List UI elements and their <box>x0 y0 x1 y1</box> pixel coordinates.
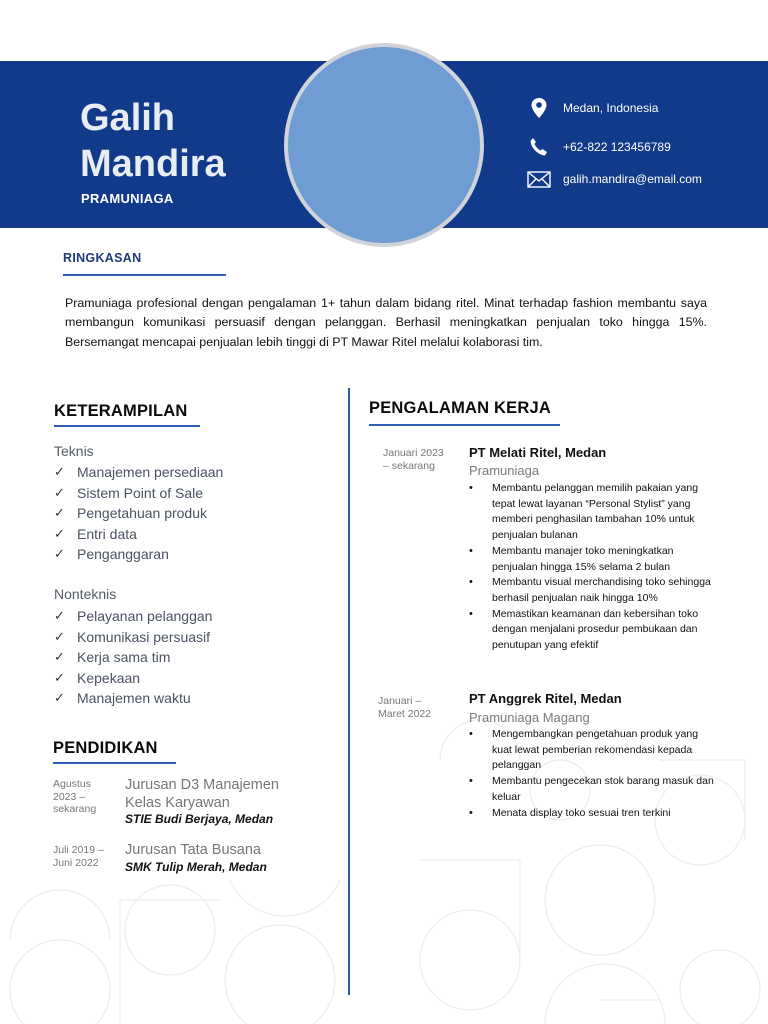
checkmark-icon: ✓ <box>54 628 65 644</box>
checkmark-icon: ✓ <box>54 690 65 706</box>
job-bullet: • Mengembangkan pengetahuan produk yang kuat lewat pemberian rekomendasi kepada pelanggan <box>469 727 717 774</box>
name-last: Mandira <box>80 143 226 185</box>
skill-item <box>54 503 223 524</box>
experience-heading-underline <box>369 424 560 426</box>
candidate-name <box>80 95 280 187</box>
education-date: Agustus 2023 – sekarang <box>53 778 97 815</box>
contact-phone-text: +62-822 123456789 <box>563 140 671 154</box>
contact-location-text: Medan, Indonesia <box>563 101 659 115</box>
checkmark-icon: ✓ <box>54 464 65 479</box>
experience-heading: PENGALAMAN KERJA <box>369 399 551 417</box>
skill-label: Manajemen persediaan <box>77 464 224 480</box>
job-bullet: • Menata display toko sesuai tren terkini <box>469 806 717 822</box>
skills-heading-underline <box>54 425 200 427</box>
skill-label: Manajemen waktu <box>77 690 191 707</box>
skills-heading: KETERAMPILAN <box>54 402 188 420</box>
summary-heading: RINGKASAN <box>63 251 142 265</box>
checkmark-icon: ✓ <box>54 484 65 500</box>
contact-phone <box>527 137 671 157</box>
education-title: Jurusan Tata Busana <box>125 842 261 858</box>
skill-label: Pengetahuan produk <box>77 505 207 522</box>
job-bullets <box>469 481 717 654</box>
education-heading-underline <box>53 762 176 764</box>
contact-email <box>527 169 702 189</box>
skills-nontechnical-list <box>54 606 212 709</box>
phone-icon <box>527 137 551 157</box>
skill-item <box>54 544 223 565</box>
summary-heading-underline <box>63 274 226 276</box>
skills-technical-list <box>54 462 223 565</box>
checkmark-icon: ✓ <box>54 669 65 685</box>
job-company: PT Anggrek Ritel, Medan <box>469 691 622 706</box>
job-bullet: • Membantu pelanggan memilih pakaian yang tepat lewat layanan “Personal Stylist” yang memberi penghasilan tambahan 10% untuk penjualan bulanan <box>469 481 717 544</box>
skills-technical-label: Teknis <box>54 443 94 459</box>
skill-item <box>54 627 212 648</box>
checkmark-icon: ✓ <box>54 505 65 521</box>
skill-label: Kerja sama tim <box>77 649 171 666</box>
skill-label: Sistem Point of Sale <box>77 484 204 501</box>
education-school: SMK Tulip Merah, Medan <box>125 860 267 874</box>
skill-label: Entri data <box>77 525 137 542</box>
education-date: Juli 2019 – Juni 2022 <box>53 844 104 869</box>
contact-email-text: galih.mandira@email.com <box>563 172 702 186</box>
checkmark-icon: ✓ <box>54 649 65 665</box>
name-first: Galih <box>80 97 176 139</box>
skills-nontechnical-label: Nonteknis <box>54 586 117 602</box>
education-heading: PENDIDIKAN <box>53 739 158 757</box>
skill-item <box>54 483 223 504</box>
skill-item <box>54 462 223 483</box>
contact-location <box>527 98 658 118</box>
job-bullet: • Membantu pengecekan stok barang masuk dan keluar <box>469 774 717 805</box>
profile-photo-placeholder <box>284 43 484 247</box>
skill-item <box>54 524 223 545</box>
job-bullet: • Memastikan keamanan dan kebersihan toko dengan menjalani prosedur pembukaan dan penutupan yang efektif <box>469 607 717 654</box>
candidate-role: PRAMUNIAGA <box>81 191 174 206</box>
skill-item <box>54 606 212 627</box>
column-divider <box>348 388 350 995</box>
summary-text: Pramuniaga profesional dengan pengalaman 1+ tahun dalam bidang ritel. Minat terhadap fashion membantu saya membangun komunikasi persuasif dengan pelanggan. Berhasil meningkatkan penjualan toko hingga 15%. Bersemangat mencapai penjualan lebih tinggi di PT Mawar Ritel melalui kolaborasi tim. <box>65 296 707 349</box>
location-pin-icon <box>527 98 551 118</box>
job-date: Januari 2023 – sekarang <box>383 447 444 472</box>
job-role: Pramuniaga <box>469 463 540 478</box>
job-bullets <box>469 727 717 821</box>
checkmark-icon: ✓ <box>54 525 65 541</box>
job-role: Pramuniaga Magang <box>469 710 590 725</box>
checkmark-icon: ✓ <box>54 608 65 623</box>
job-date: Januari – Maret 2022 <box>378 695 432 720</box>
skill-label: Komunikasi persuasif <box>77 628 211 645</box>
job-company: PT Melati Ritel, Medan <box>469 445 607 460</box>
skill-item <box>54 668 212 689</box>
education-title: Jurusan D3 Manajemen Kelas Karyawan <box>125 777 279 811</box>
skill-label: Pelayanan pelanggan <box>77 608 213 624</box>
envelope-icon <box>527 169 551 189</box>
education-school: STIE Budi Berjaya, Medan <box>125 812 274 826</box>
skill-item <box>54 647 212 668</box>
job-bullet: • Membantu visual merchandising toko sehingga berhasil penjualan naik hingga 10% <box>469 575 717 606</box>
checkmark-icon: ✓ <box>54 546 65 562</box>
skill-item <box>54 688 212 709</box>
job-bullet: • Membantu manajer toko meningkatkan penjualan hingga 15% selama 2 bulan <box>469 544 717 575</box>
skill-label: Kepekaan <box>77 669 141 686</box>
skill-label: Penganggaran <box>77 546 169 563</box>
